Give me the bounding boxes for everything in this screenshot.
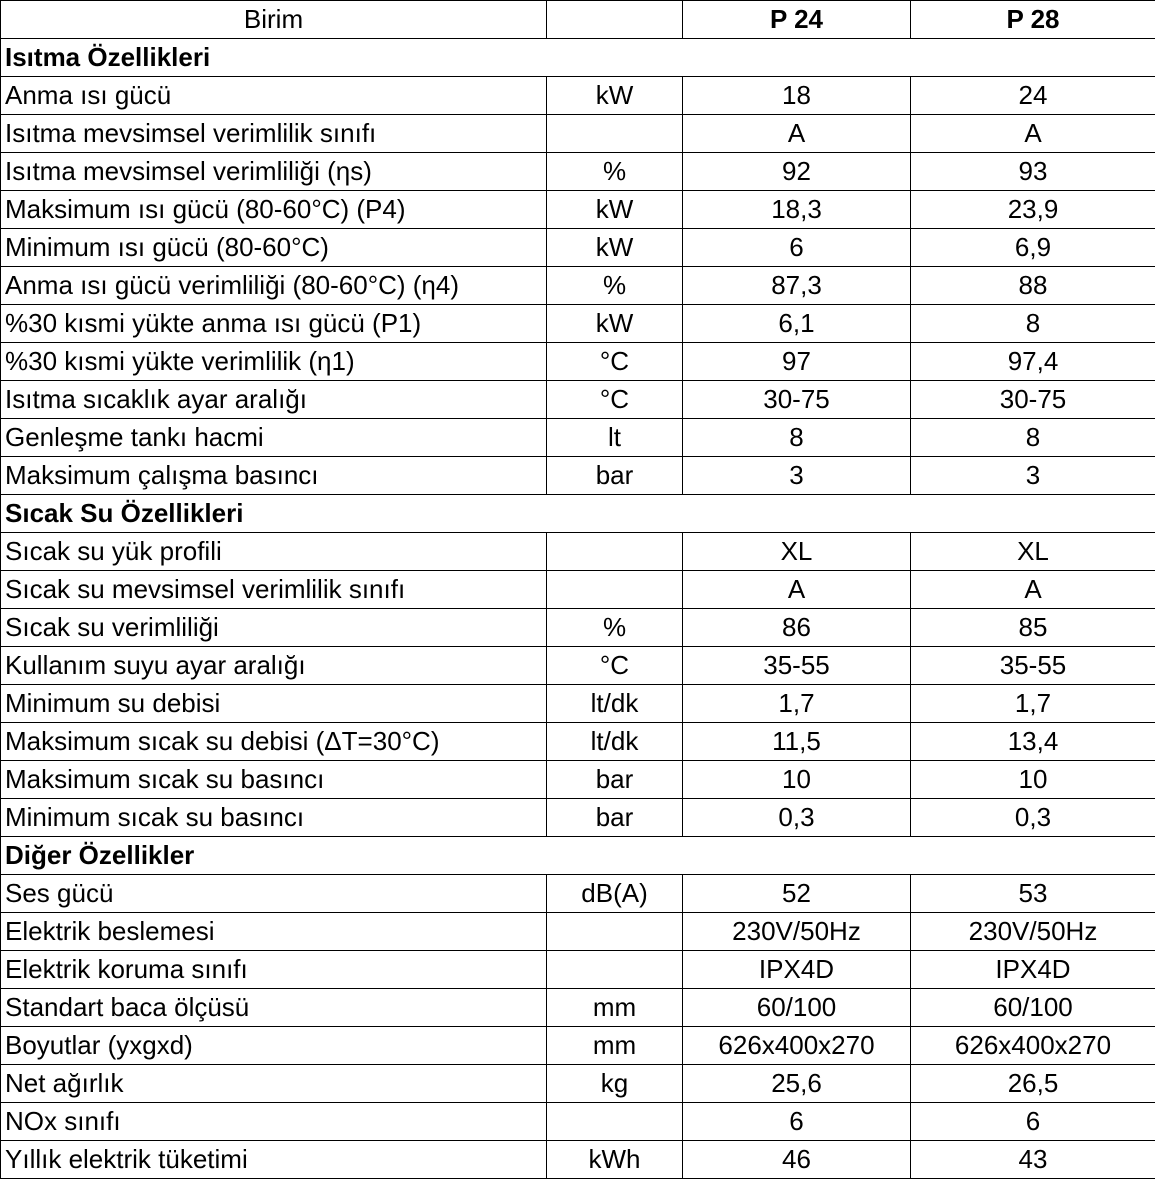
row-unit: bar <box>547 457 683 495</box>
row-value-p28: XL <box>911 533 1155 571</box>
row-value-p28: 30-75 <box>911 381 1155 419</box>
row-value-p28: 23,9 <box>911 191 1155 229</box>
section-title: Diğer Özellikler <box>1 837 1155 875</box>
row-value-p24: 30-75 <box>683 381 911 419</box>
row-unit <box>547 115 683 153</box>
row-value-p24: 6 <box>683 1103 911 1141</box>
table-row <box>1 229 1155 267</box>
row-value-p24: 18,3 <box>683 191 911 229</box>
header-row <box>1 1 1155 39</box>
row-value-p24: 25,6 <box>683 1065 911 1103</box>
table-row <box>1 1027 1155 1065</box>
row-value-p24: 3 <box>683 457 911 495</box>
table-row <box>1 267 1155 305</box>
row-value-p24: 626x400x270 <box>683 1027 911 1065</box>
row-label: Kullanım suyu ayar aralığı <box>1 647 547 685</box>
row-unit <box>547 1103 683 1141</box>
table-row <box>1 609 1155 647</box>
row-unit: bar <box>547 761 683 799</box>
row-value-p28: IPX4D <box>911 951 1155 989</box>
row-unit: lt/dk <box>547 685 683 723</box>
row-value-p24: 52 <box>683 875 911 913</box>
row-value-p24: XL <box>683 533 911 571</box>
row-unit: kWh <box>547 1141 683 1179</box>
row-value-p28: 93 <box>911 153 1155 191</box>
row-unit <box>547 533 683 571</box>
row-unit: mm <box>547 1027 683 1065</box>
row-value-p28: 6,9 <box>911 229 1155 267</box>
row-label: Sıcak su mevsimsel verimlilik sınıfı <box>1 571 547 609</box>
row-value-p24: 35-55 <box>683 647 911 685</box>
row-unit: kg <box>547 1065 683 1103</box>
section-header-row <box>1 837 1155 875</box>
row-value-p28: 13,4 <box>911 723 1155 761</box>
row-unit: dB(A) <box>547 875 683 913</box>
row-label: Maksimum sıcak su debisi (ΔT=30°C) <box>1 723 547 761</box>
row-label: Ses gücü <box>1 875 547 913</box>
table-row <box>1 875 1155 913</box>
row-value-p24: 11,5 <box>683 723 911 761</box>
row-label: Standart baca ölçüsü <box>1 989 547 1027</box>
row-value-p28: 10 <box>911 761 1155 799</box>
table-row <box>1 1141 1155 1179</box>
row-unit: % <box>547 609 683 647</box>
table-row <box>1 1103 1155 1141</box>
row-value-p24: 8 <box>683 419 911 457</box>
table-row <box>1 533 1155 571</box>
table-row <box>1 305 1155 343</box>
row-unit: % <box>547 267 683 305</box>
row-value-p28: 26,5 <box>911 1065 1155 1103</box>
row-label: Yıllık elektrik tüketimi <box>1 1141 547 1179</box>
row-unit <box>547 913 683 951</box>
row-value-p28: 43 <box>911 1141 1155 1179</box>
row-label: Sıcak su verimliliği <box>1 609 547 647</box>
table-row <box>1 77 1155 115</box>
row-value-p28: 88 <box>911 267 1155 305</box>
row-unit: % <box>547 153 683 191</box>
section-header-row <box>1 39 1155 77</box>
row-value-p28: 1,7 <box>911 685 1155 723</box>
row-unit: lt <box>547 419 683 457</box>
table-row <box>1 115 1155 153</box>
row-unit: kW <box>547 191 683 229</box>
row-value-p24: A <box>683 571 911 609</box>
row-label: Maksimum ısı gücü (80-60°C) (P4) <box>1 191 547 229</box>
row-value-p24: 86 <box>683 609 911 647</box>
row-label: Anma ısı gücü verimliliği (80-60°C) (η4) <box>1 267 547 305</box>
row-value-p28: 97,4 <box>911 343 1155 381</box>
header-model-p24: P 24 <box>683 1 911 39</box>
table-row <box>1 989 1155 1027</box>
row-label: Sıcak su yük profili <box>1 533 547 571</box>
table-row <box>1 381 1155 419</box>
table-row <box>1 571 1155 609</box>
row-value-p24: A <box>683 115 911 153</box>
row-label: Isıtma sıcaklık ayar aralığı <box>1 381 547 419</box>
row-value-p28: 6 <box>911 1103 1155 1141</box>
row-unit: °C <box>547 381 683 419</box>
row-label: Minimum su debisi <box>1 685 547 723</box>
table-row <box>1 1065 1155 1103</box>
row-value-p24: 60/100 <box>683 989 911 1027</box>
table-row <box>1 685 1155 723</box>
row-value-p28: 230V/50Hz <box>911 913 1155 951</box>
row-value-p28: 53 <box>911 875 1155 913</box>
row-value-p24: 87,3 <box>683 267 911 305</box>
table-row <box>1 343 1155 381</box>
section-title: Isıtma Özellikleri <box>1 39 1155 77</box>
row-value-p28: A <box>911 571 1155 609</box>
table-row <box>1 913 1155 951</box>
table-row <box>1 723 1155 761</box>
row-value-p28: 0,3 <box>911 799 1155 837</box>
row-label: Elektrik beslemesi <box>1 913 547 951</box>
row-value-p24: 6,1 <box>683 305 911 343</box>
row-value-p28: 626x400x270 <box>911 1027 1155 1065</box>
row-label: Minimum ısı gücü (80-60°C) <box>1 229 547 267</box>
row-unit <box>547 951 683 989</box>
row-unit: °C <box>547 647 683 685</box>
header-unit-label: Birim <box>1 1 547 39</box>
table-row <box>1 419 1155 457</box>
spec-table-body <box>1 1 1155 1179</box>
table-row <box>1 799 1155 837</box>
row-unit: kW <box>547 305 683 343</box>
row-label: Isıtma mevsimsel verimlilik sınıfı <box>1 115 547 153</box>
row-unit: mm <box>547 989 683 1027</box>
table-row <box>1 951 1155 989</box>
row-label: NOx sınıfı <box>1 1103 547 1141</box>
row-value-p28: 85 <box>911 609 1155 647</box>
row-label: %30 kısmi yükte anma ısı gücü (P1) <box>1 305 547 343</box>
row-value-p24: 97 <box>683 343 911 381</box>
row-label: Isıtma mevsimsel verimliliği (ηs) <box>1 153 547 191</box>
row-unit: lt/dk <box>547 723 683 761</box>
row-value-p28: A <box>911 115 1155 153</box>
table-row <box>1 761 1155 799</box>
row-value-p24: 0,3 <box>683 799 911 837</box>
row-value-p24: 230V/50Hz <box>683 913 911 951</box>
row-unit: bar <box>547 799 683 837</box>
row-value-p24: 18 <box>683 77 911 115</box>
row-unit: kW <box>547 77 683 115</box>
row-label: %30 kısmi yükte verimlilik (η1) <box>1 343 547 381</box>
row-value-p24: 92 <box>683 153 911 191</box>
row-unit: °C <box>547 343 683 381</box>
section-title: Sıcak Su Özellikleri <box>1 495 1155 533</box>
row-label: Net ağırlık <box>1 1065 547 1103</box>
row-unit <box>547 571 683 609</box>
row-label: Boyutlar (yxgxd) <box>1 1027 547 1065</box>
row-label: Anma ısı gücü <box>1 77 547 115</box>
row-value-p28: 24 <box>911 77 1155 115</box>
row-value-p24: 6 <box>683 229 911 267</box>
row-label: Genleşme tankı hacmi <box>1 419 547 457</box>
row-label: Maksimum çalışma basıncı <box>1 457 547 495</box>
row-label: Maksimum sıcak su basıncı <box>1 761 547 799</box>
row-label: Minimum sıcak su basıncı <box>1 799 547 837</box>
row-value-p24: 46 <box>683 1141 911 1179</box>
row-value-p28: 8 <box>911 419 1155 457</box>
row-unit: kW <box>547 229 683 267</box>
row-value-p28: 35-55 <box>911 647 1155 685</box>
row-label: Elektrik koruma sınıfı <box>1 951 547 989</box>
section-header-row <box>1 495 1155 533</box>
table-row <box>1 191 1155 229</box>
header-empty-cell <box>547 1 683 39</box>
row-value-p28: 3 <box>911 457 1155 495</box>
table-row <box>1 647 1155 685</box>
row-value-p24: 1,7 <box>683 685 911 723</box>
row-value-p24: 10 <box>683 761 911 799</box>
row-value-p28: 8 <box>911 305 1155 343</box>
row-value-p28: 60/100 <box>911 989 1155 1027</box>
header-model-p28: P 28 <box>911 1 1155 39</box>
table-row <box>1 457 1155 495</box>
table-row <box>1 153 1155 191</box>
row-value-p24: IPX4D <box>683 951 911 989</box>
